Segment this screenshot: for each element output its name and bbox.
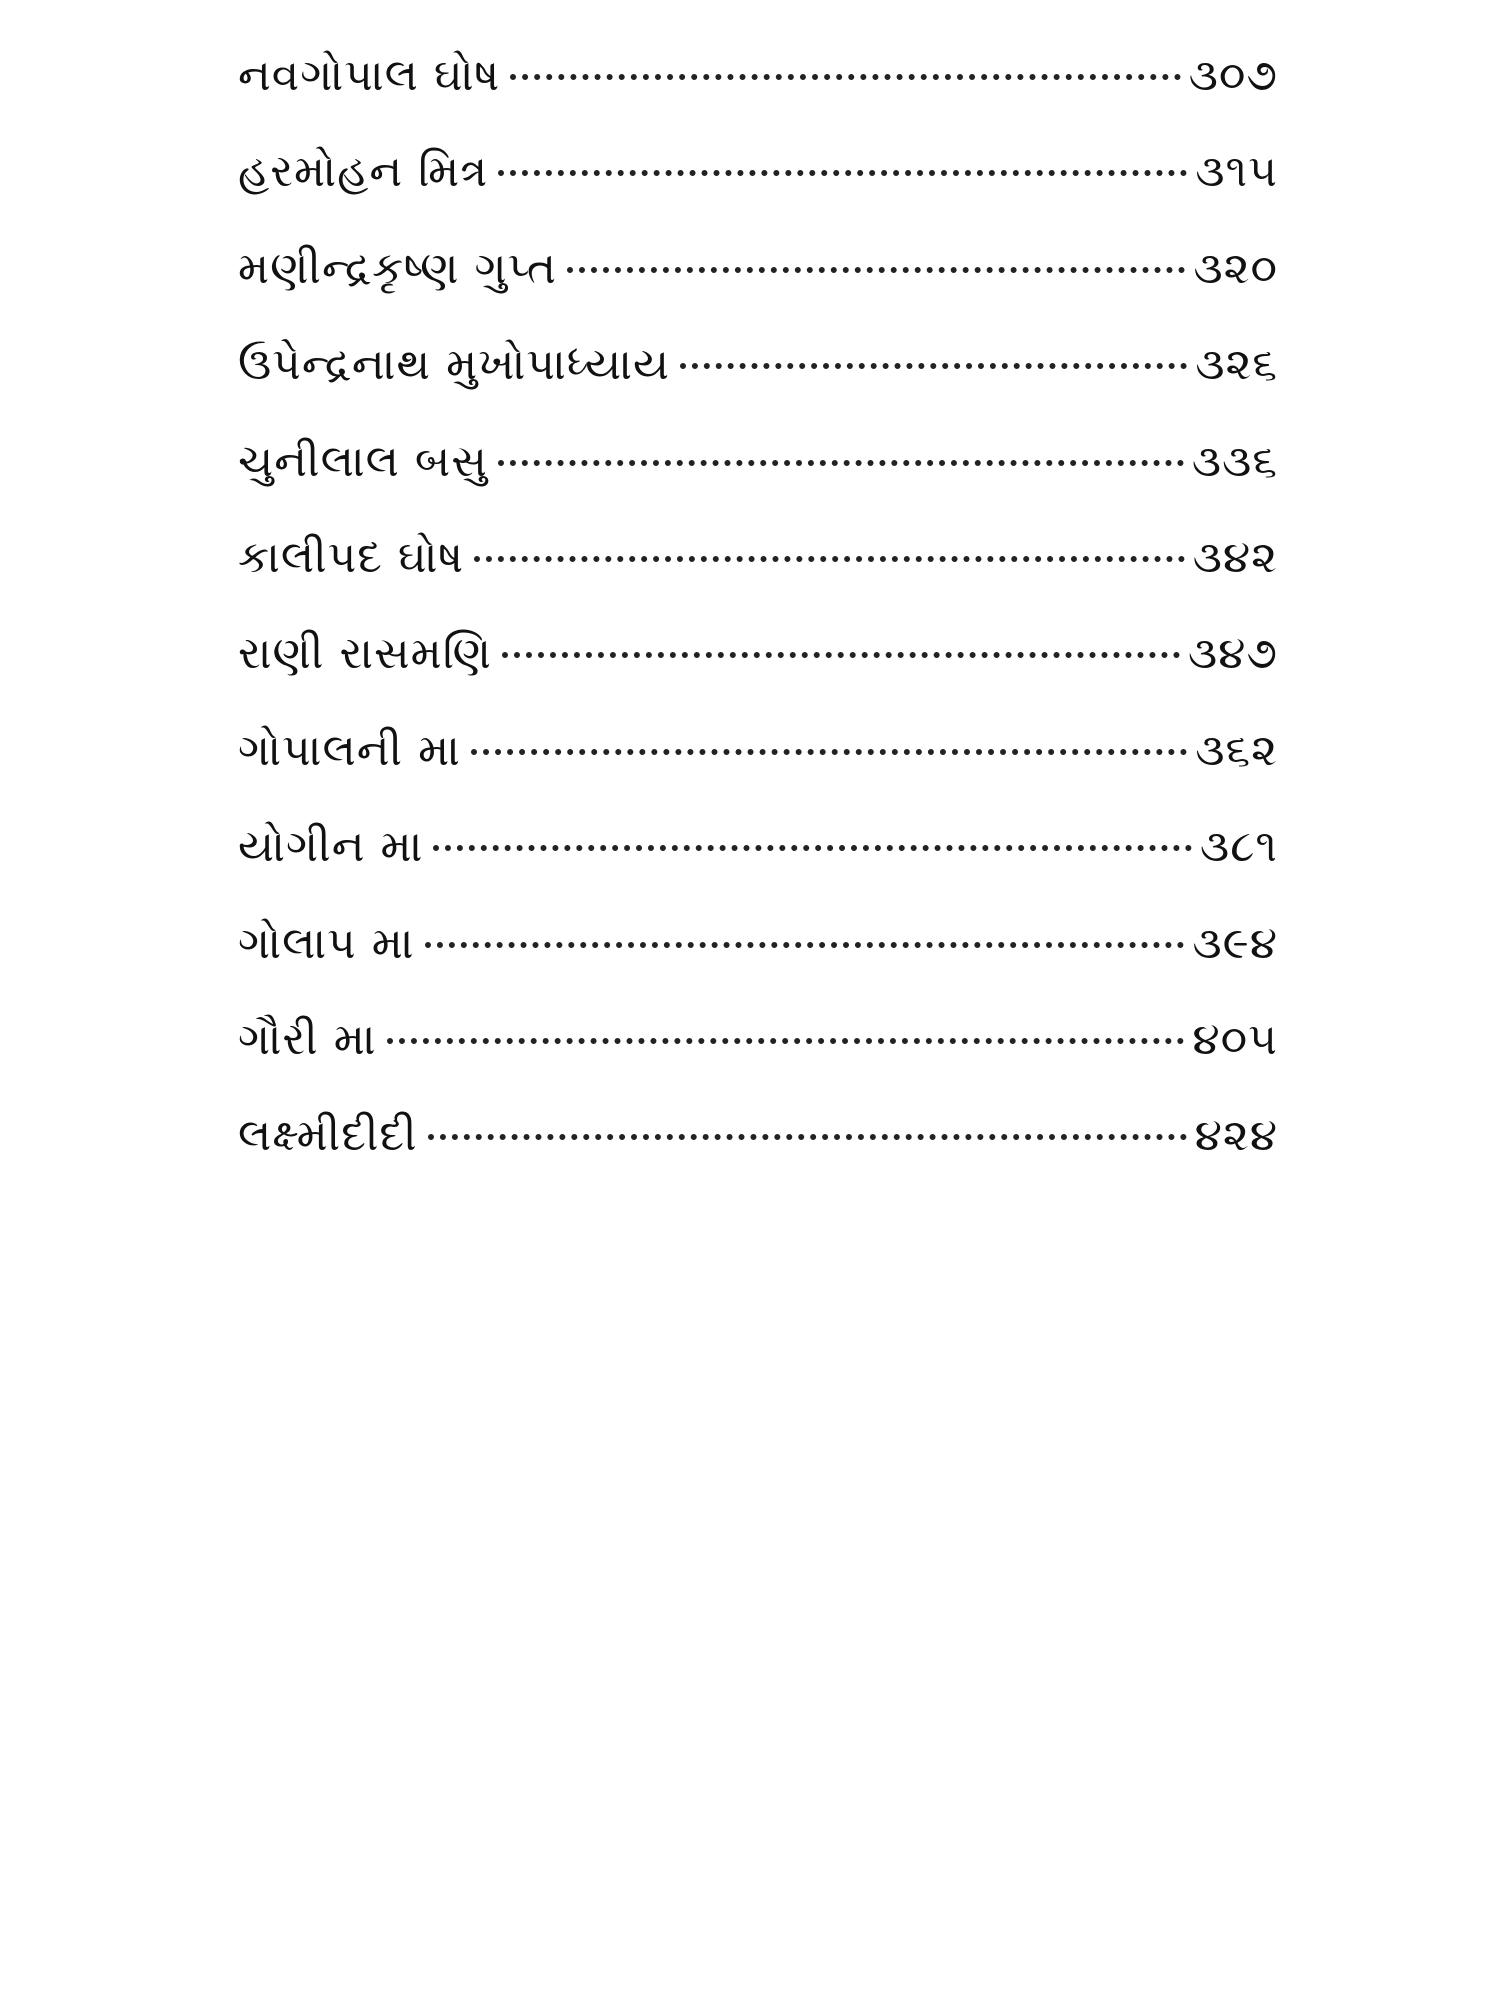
toc-entry-page-number: ૩૧૫ <box>1195 146 1278 198</box>
toc-entry <box>238 799 1278 895</box>
dot-leader <box>428 1134 1187 1140</box>
dot-leader <box>680 363 1187 369</box>
toc-entry-page-number: ૪૦૫ <box>1192 1013 1278 1065</box>
toc-entry-page-number: ૩૩૬ <box>1191 435 1278 487</box>
toc-entry-title: હરમોહન મિત્ર <box>238 146 489 198</box>
toc-entry <box>238 896 1278 992</box>
toc-entry-page-number: ૩૨૬ <box>1195 339 1278 391</box>
toc-entry-title: ઉપેન્દ્રનાથ મુખોપાધ્યાય <box>238 339 671 391</box>
toc-entry-page-number: ૩૪૭ <box>1187 628 1278 680</box>
toc-entry-title: રાણી રાસમણિ <box>238 628 493 680</box>
toc-entry-title: ગોલાપ મા <box>238 917 415 969</box>
dot-leader <box>498 460 1184 466</box>
toc-entry-page-number: ૩૯૪ <box>1192 917 1278 969</box>
toc-entry-title: નવગોપાલ ઘોષ <box>238 50 501 101</box>
toc-entry-page-number: ૩૮૧ <box>1199 821 1278 873</box>
toc-entry-title: લક્ષ્મીદીદી <box>238 1110 418 1162</box>
toc-entry <box>238 1088 1278 1184</box>
dot-leader <box>471 749 1187 755</box>
dot-leader <box>433 845 1192 851</box>
dot-leader <box>502 652 1180 658</box>
dot-leader <box>510 74 1180 80</box>
dot-leader <box>498 170 1187 176</box>
toc-entry-title: ચુનીલાલ બસુ <box>238 435 488 487</box>
toc-entry <box>238 28 1278 124</box>
toc-entry <box>238 992 1278 1088</box>
toc-entry-page-number: ૪૨૪ <box>1194 1110 1278 1162</box>
dot-leader <box>474 556 1184 562</box>
toc-entry <box>238 221 1278 317</box>
toc-entry-page-number: ૩૬૨ <box>1195 724 1278 776</box>
dot-leader <box>567 267 1185 273</box>
toc-entry <box>238 703 1278 799</box>
toc-entry <box>238 317 1278 413</box>
dot-leader <box>425 942 1185 948</box>
dot-leader <box>387 1038 1185 1044</box>
toc-entry-title: ગોપાલની મા <box>238 724 461 776</box>
toc-entry-title: મણીન્દ્રકૃષ્ણ ગુપ્ત <box>238 242 558 294</box>
toc-entry-title: કાલીપદ ઘોષ <box>238 531 465 583</box>
toc-entry-title: ગૌરી મા <box>238 1013 377 1065</box>
toc-entry <box>238 510 1278 606</box>
toc-entry-page-number: ૩૪૨ <box>1192 531 1278 583</box>
toc-entry <box>238 414 1278 510</box>
toc-entry-page-number: ૩૨૦ <box>1193 242 1278 294</box>
toc-entry-page-number: ૩૦૭ <box>1188 50 1278 101</box>
toc-entry <box>238 606 1278 702</box>
table-of-contents <box>238 28 1278 1185</box>
toc-entry-title: યોગીન મા <box>238 821 424 873</box>
toc-entry <box>238 124 1278 220</box>
